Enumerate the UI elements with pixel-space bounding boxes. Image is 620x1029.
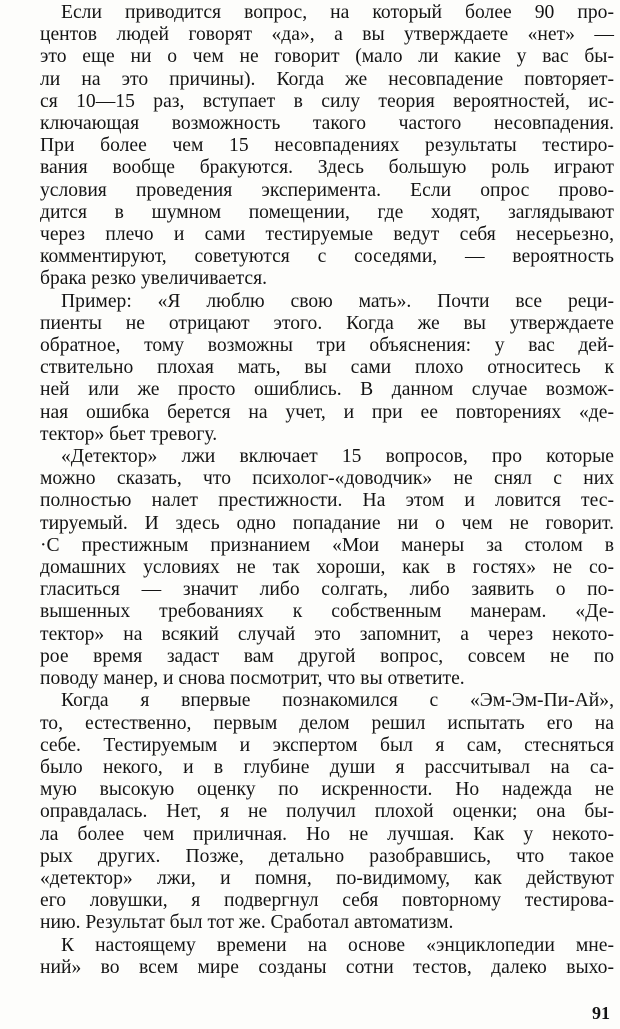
text-line: К настоящему времени на основе «энциклопедии мне-	[61, 934, 614, 956]
page-number: 91	[592, 1003, 610, 1023]
text-line: его ловушки, я подвергнул себя повторному тестирова-	[40, 890, 614, 912]
text-line: ся 10—15 раз, вступает в силу теория вероятностей, ис-	[40, 90, 614, 112]
text-line: ная ошибка берется на учет, и при ее повторениях «де-	[40, 401, 614, 423]
text-line: поводу манер, и снова посмотрит, что вы ответите.	[40, 668, 465, 690]
paragraph	[40, 2, 614, 291]
text-line: Когда я впервые познакомился с «Эм-Эм-Пи-Ай»,	[61, 690, 614, 712]
text-line: вания вообще бракуются. Здесь большую роль играют	[40, 157, 614, 179]
paragraph	[40, 291, 614, 446]
text-line: домашних условиях не так хороши, как в гостях» не со-	[40, 557, 614, 579]
text-line: центов людей говорят «да», а вы утверждаете «нет» —	[40, 24, 614, 46]
text-line: это еще ни о чем не говорит (мало ли какие у вас бы-	[40, 46, 614, 68]
text-line: обратное, тому возможны три объяснения: у вас дей-	[40, 335, 614, 357]
text-line: то, естественно, первым делом решил испытать его на	[40, 712, 614, 734]
text-line: ствительно плохая мать, вы сами плохо относитесь к	[40, 357, 614, 379]
text-line: «детектор» лжи, и помня, по-видимому, как действуют	[40, 867, 614, 889]
text-line: комментируют, советуются с соседями, — вероятность	[40, 246, 614, 268]
text-line: ней или же просто ошиблись. В данном случае возмож-	[40, 379, 614, 401]
text-line: можно сказать, что психолог-«доводчик» не снял с них	[40, 468, 614, 490]
text-line: было некого, и в глубине души я рассчитывал на са-	[40, 756, 614, 778]
text-line: «Детектор» лжи включает 15 вопросов, про которые	[61, 446, 614, 468]
text-line: полностью налет престижности. На этом и ловится тес-	[40, 490, 614, 512]
text-line: дится в шумном помещении, где ходят, заглядывают	[40, 201, 614, 223]
text-line: ний» во всем мире созданы сотни тестов, далеко выхо-	[40, 956, 614, 978]
text-line: ·С престижным признанием «Мои манеры за столом в	[40, 534, 614, 556]
text-line: нию. Результат был тот же. Сработал автоматизм.	[40, 912, 454, 934]
text-line: мую высокую оценку по искренности. Но надежда не	[40, 779, 614, 801]
text-line: оправдалась. Нет, я не получил плохой оценки; она бы-	[40, 801, 614, 823]
text-line: При более чем 15 несовпадениях результаты тестиро-	[40, 135, 614, 157]
text-line: тектор» на всякий случай это запомнит, а через некото-	[40, 623, 614, 645]
text-line: себе. Тестируемым и экспертом был я сам, стесняться	[40, 734, 614, 756]
paragraph	[40, 690, 614, 934]
text-line: пиенты не отрицают этого. Когда же вы утверждаете	[40, 312, 614, 334]
text-line: тектор» бьет тревогу.	[40, 423, 218, 445]
paragraph	[40, 446, 614, 690]
text-line: брака резко увеличивается.	[40, 268, 268, 290]
text-line: Если приводится вопрос, на который более 90 про-	[61, 2, 614, 23]
text-line: ли на это причины). Когда же несовпадение повторяет-	[40, 68, 614, 90]
text-line: ла более чем приличная. Но не лучшая. Как у некото-	[40, 823, 614, 845]
text-line: рых других. Позже, детально разобравшись, что такое	[40, 845, 614, 867]
text-line: условия проведения эксперимента. Если опрос прово-	[40, 179, 614, 201]
text-line: рое время задаст вам другой вопрос, совсем не по	[40, 645, 614, 667]
text-line: гласиться — значит либо солгать, либо заявить о по-	[40, 579, 614, 601]
paragraph	[40, 935, 614, 979]
text-line: тируемый. И здесь одно попадание ни о чем не говорит.	[40, 512, 614, 534]
text-line: вышенных требованиях к собственным манерам. «Де-	[40, 601, 614, 623]
text-line: через плечо и сами тестируемые ведут себя несерьезно,	[40, 224, 614, 246]
text-line: ключающая возможность такого частого несовпадения.	[40, 113, 614, 135]
text-line: Пример: «Я люблю свою мать». Почти все реци-	[61, 290, 614, 312]
body-text	[40, 2, 614, 979]
